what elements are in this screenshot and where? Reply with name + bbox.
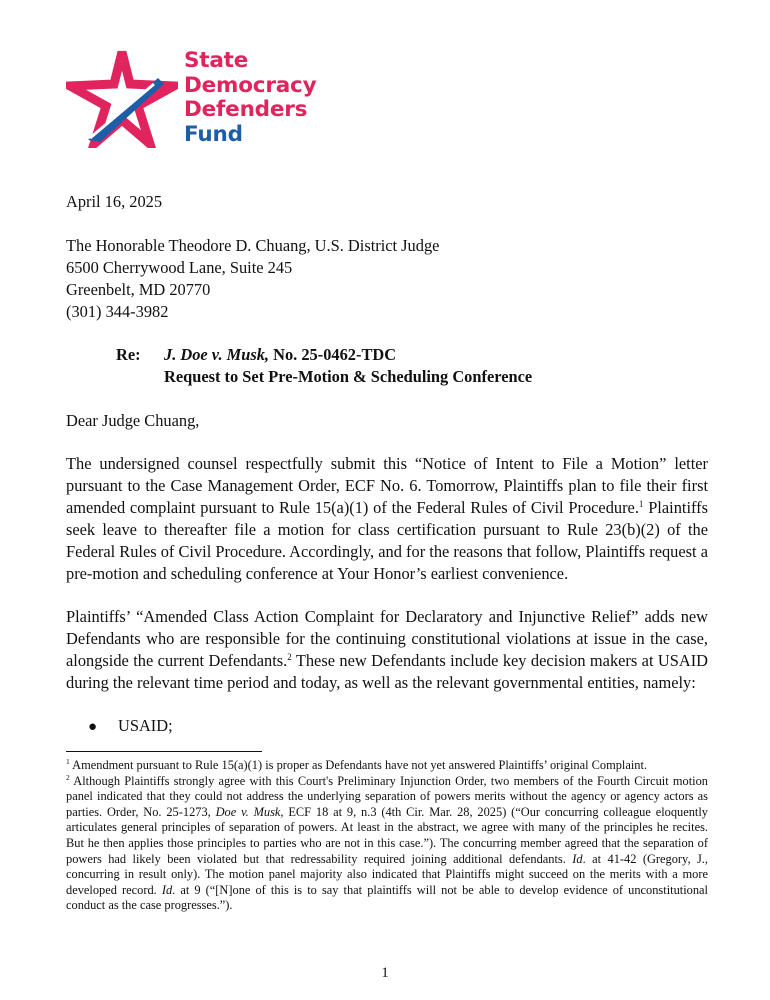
footnote-id: Id xyxy=(572,851,583,866)
logo-text-democracy: Democracy xyxy=(184,72,317,98)
footnote-text: . at 9 (“[N]one of this is to say that plaintiffs will not be able to develop evidence of unconstitutional conduct as the case progresses.”). xyxy=(66,882,708,913)
body-paragraph-1 xyxy=(66,453,708,585)
footnote-text: , ECF 18 at 9, n.3 (4th Cir. Mar. 28, 2025) (“Our concurring colleague eloquently articulates general principles of separation of powers. At least in the abstract, we agree with many of the principles he recites. But he then applies those principles to parties who are not in this case.”). The concurring member agreed that the separation of powers had likely been violated but that redressability required joining additional defendants. xyxy=(66,804,708,866)
page-number: 1 xyxy=(381,965,389,981)
footnote-1 xyxy=(66,758,708,774)
footnote-case-name: Doe v. Musk xyxy=(215,804,281,819)
logo-text-fund: Fund xyxy=(184,121,243,147)
address-line-recipient: The Honorable Theodore D. Chuang, U.S. District Judge xyxy=(66,236,440,255)
logo-text-state: State xyxy=(184,48,249,73)
paragraph-text: These new Defendants include key decision makers at USAID during the relevant time period and today, as well as the relevant governmental entities, namely: xyxy=(66,651,708,692)
re-case-number: No. 25-0462-TDC xyxy=(269,345,397,364)
salutation: Dear Judge Chuang, xyxy=(66,411,200,430)
re-case-name: J. Doe v. Musk, xyxy=(164,345,270,364)
footnotes xyxy=(66,758,708,914)
footnote-2 xyxy=(66,774,708,914)
footnote-divider xyxy=(66,751,262,752)
footnote-text: . at 41-42 (Gregory, J., concurring in result only). The motion panel majority also indicated that Plaintiffs might succeed on the merits with a more developed record. xyxy=(66,851,708,897)
recipient-address xyxy=(66,235,439,323)
re-subject: Request to Set Pre-Motion & Scheduling Conference xyxy=(164,367,533,386)
address-line-street: 6500 Cherrywood Lane, Suite 245 xyxy=(66,258,293,277)
address-line-city: Greenbelt, MD 20770 xyxy=(66,280,211,299)
paragraph-text: Plaintiffs seek leave to thereafter file a motion for class certification pursuant to Rule 23(b)(2) of the Federal Rules of Civil Procedure. Accordingly, and for the reasons that follow, Plaintiffs request a pre-motion and scheduling conference at Your Honor’s earliest convenience. xyxy=(66,498,708,583)
organization-logo xyxy=(66,46,336,154)
footnote-ref-1[interactable]: 1 xyxy=(638,499,644,509)
bullet-icon: ● xyxy=(88,719,98,735)
footnote-ref-2[interactable]: 2 xyxy=(287,652,292,662)
re-label: Re: xyxy=(116,345,141,364)
re-case-line xyxy=(164,344,532,366)
body-paragraph-2 xyxy=(66,606,708,694)
footnote-text: Amendment pursuant to Rule 15(a)(1) is proper as Defendants have not yet answered Plaintiffs’ original Complaint. xyxy=(69,758,648,772)
list-item-text: USAID; xyxy=(118,716,173,735)
address-line-phone: (301) 344-3982 xyxy=(66,302,169,321)
footnote-id: Id xyxy=(161,882,173,897)
letter-date: April 16, 2025 xyxy=(66,192,163,211)
star-logo-icon xyxy=(66,48,178,148)
logo-text-defenders: Defenders xyxy=(184,97,308,122)
paragraph-text: The undersigned counsel respectfully submit this “Notice of Intent to File a Motion” letter pursuant to the Case Management Order, ECF No. 6. Tomorrow, Plaintiffs plan to file their first amended complaint pursuant to Rule 15(a)(1) of the Federal Rules of Civil Procedure. xyxy=(66,454,708,517)
footnote-number: 2 xyxy=(66,772,70,782)
footnote-number: 1 xyxy=(66,757,70,766)
footnote-text: Although Plaintiffs strongly agree with this Court's Preliminary Injunction Order, two members of the Fourth Circuit motion panel indicated that they could not address the underlying separation of powers merits without the agency or agency actors as parties. Order, No. 25-1273, xyxy=(66,773,708,819)
list-item xyxy=(88,715,173,738)
paragraph-text: Plaintiffs’ “Amended Class Action Complaint for Declaratory and Injunctive Relief” adds new Defendants who are responsible for the continuing constitutional violations at issue in the case, alongside the current Defendants. xyxy=(66,607,708,670)
